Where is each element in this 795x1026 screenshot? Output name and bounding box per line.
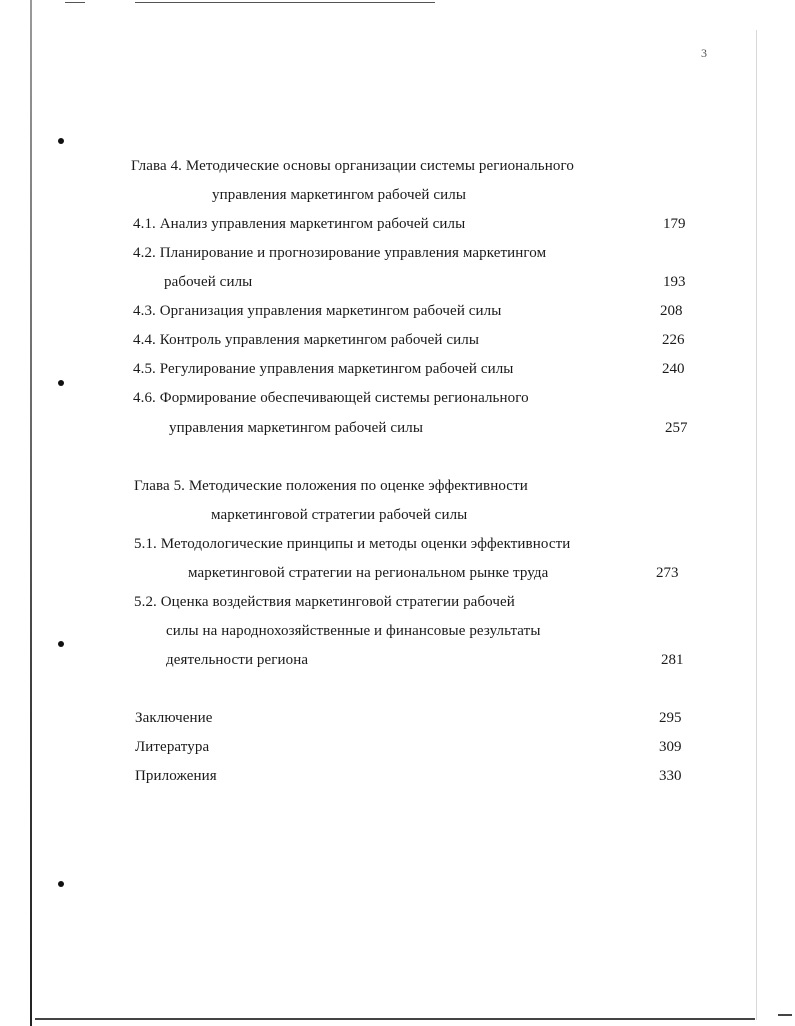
bottom-rule-tail (778, 1014, 792, 1016)
toc-entry-page: 281 (661, 652, 684, 668)
chapter-5-title: Глава 5. Методические положения по оценке эффективности (134, 478, 528, 494)
toc-entry-title-cont: деятельности региона (166, 652, 309, 668)
toc-entry-title: 4.2. Планирование и прогнозирование управления маркетингом (133, 245, 547, 261)
toc-entry-title: 4.6. Формирование обеспечивающей системы регионального (133, 390, 529, 406)
toc-entry-title-cont: маркетинговой стратегии на региональном рынке труда (188, 565, 549, 581)
bottom-rule (35, 1018, 755, 1020)
toc-entry-title-cont: рабочей силы (164, 274, 253, 290)
toc-entry-page: 309 (659, 739, 682, 755)
toc-entry-title: Заключение (135, 710, 213, 726)
chapter-5-title-cont: маркетинговой стратегии рабочей силы (211, 507, 468, 523)
toc-entry-title: Литература (135, 739, 210, 755)
chapter-4-title-cont: управления маркетингом рабочей силы (212, 187, 467, 203)
binding-hole-dot (58, 138, 64, 144)
toc-entry-page: 295 (659, 710, 682, 726)
top-rule-long (135, 2, 435, 3)
toc-entry-page: 208 (660, 303, 683, 319)
scan-left-edge (30, 0, 32, 1026)
toc-entry-page: 273 (656, 565, 679, 581)
toc-entry-title: Приложения (135, 768, 217, 784)
scan-right-edge (756, 30, 757, 1020)
toc-entry-page: 226 (662, 332, 685, 348)
binding-hole-dot (58, 380, 64, 386)
chapter-4-title: Глава 4. Методические основы организации системы регионального (131, 158, 574, 174)
toc-entry-title: 4.3. Организация управления маркетингом рабочей силы (133, 303, 502, 319)
top-rule-short (65, 2, 85, 3)
toc-entry-title-cont: силы на народнохозяйственные и финансовые результаты (166, 623, 541, 639)
toc-entry-page: 193 (663, 274, 686, 290)
toc-entry-page: 179 (663, 216, 686, 232)
toc-entry-title: 5.2. Оценка воздействия маркетинговой стратегии рабочей (134, 594, 515, 610)
toc-entry-title: 4.1. Анализ управления маркетингом рабочей силы (133, 216, 466, 232)
toc-entry-title-cont: управления маркетингом рабочей силы (169, 420, 424, 436)
toc-entry-page: 257 (665, 420, 688, 436)
toc-entry-title: 4.4. Контроль управления маркетингом рабочей силы (133, 332, 480, 348)
binding-hole-dot (58, 641, 64, 647)
binding-hole-dot (58, 881, 64, 887)
page-number: 3 (701, 46, 707, 60)
toc-entry-title: 5.1. Методологические принципы и методы оценки эффективности (134, 536, 571, 552)
toc-entry-page: 330 (659, 768, 682, 784)
toc-entry-page: 240 (662, 361, 685, 377)
toc-entry-title: 4.5. Регулирование управления маркетингом рабочей силы (133, 361, 514, 377)
